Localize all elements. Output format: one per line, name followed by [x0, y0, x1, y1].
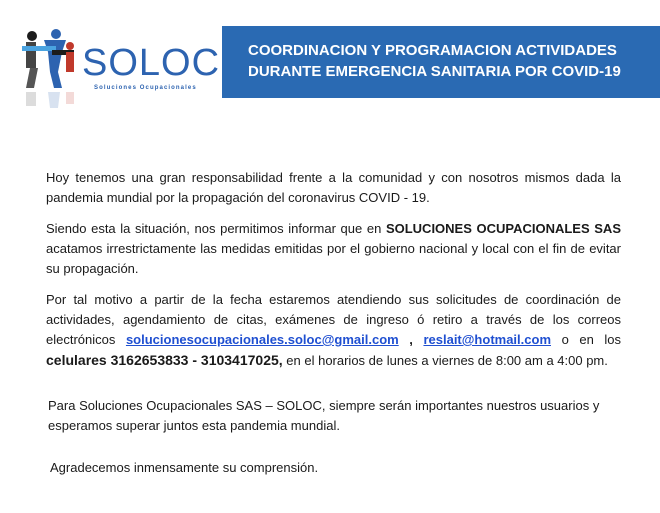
people-figures-icon [18, 22, 88, 112]
contact-text-start: Por tal motivo a partir de la fecha estaremos atendiendo sus solicitudes de coordinación de actividades, agendamiento de citas, exámenes de ingreso ó retiro a través de los correos electrónicos [46, 292, 621, 347]
banner-title-line-1: COORDINACION Y PROGRAMACION ACTIVIDADES [248, 42, 617, 59]
title-banner [222, 26, 660, 98]
logo-subtitle: Soluciones Ocupacionales [94, 85, 197, 91]
banner-title-line-2: DURANTE EMERGENCIA SANITARIA POR COVID-19 [248, 63, 621, 80]
paragraph-intro: Hoy tenemos una gran responsabilidad frente a la comunidad y con nosotros mismos dada la pandemia mundial por la propagación del coronavirus COVID - 19. [46, 170, 621, 205]
paragraph-contact [46, 290, 621, 371]
logo-wordmark: SOLOC [82, 42, 221, 84]
phone-numbers: celulares 3162653833 - 3103417025, [46, 352, 283, 368]
company-name: SOLUCIONES OCUPACIONALES SAS [385, 221, 621, 236]
letter-body [46, 168, 621, 382]
contact-text-or: o en los [561, 332, 621, 347]
paragraph-users: Para Soluciones Ocupacionales SAS – SOLOC, siempre serán importantes nuestros usuarios y esperamos superar juntos esta pandemia mundial. [48, 398, 600, 433]
situation-text-start: Siendo esta la situación, nos permitimos informar que en [46, 221, 382, 236]
email-link-soloc[interactable]: solucionesocupacionales.soloc@gmail.com [125, 332, 399, 347]
paragraph-thanks: Agradecemos inmensamente su comprensión. [50, 460, 319, 475]
email-link-reslait[interactable]: reslait@hotmail.com [423, 332, 551, 347]
contact-hours: en el horarios de lunes a viernes de 8:00 am a 4:00 pm. [286, 353, 608, 368]
paragraph-situation [46, 219, 621, 279]
situation-text-end: acatamos irrestrictamente las medidas emitidas por el gobierno nacional y local con el fin de evitar su propagación. [46, 241, 621, 276]
soloc-logo [18, 22, 221, 112]
email-separator: , [409, 332, 413, 347]
